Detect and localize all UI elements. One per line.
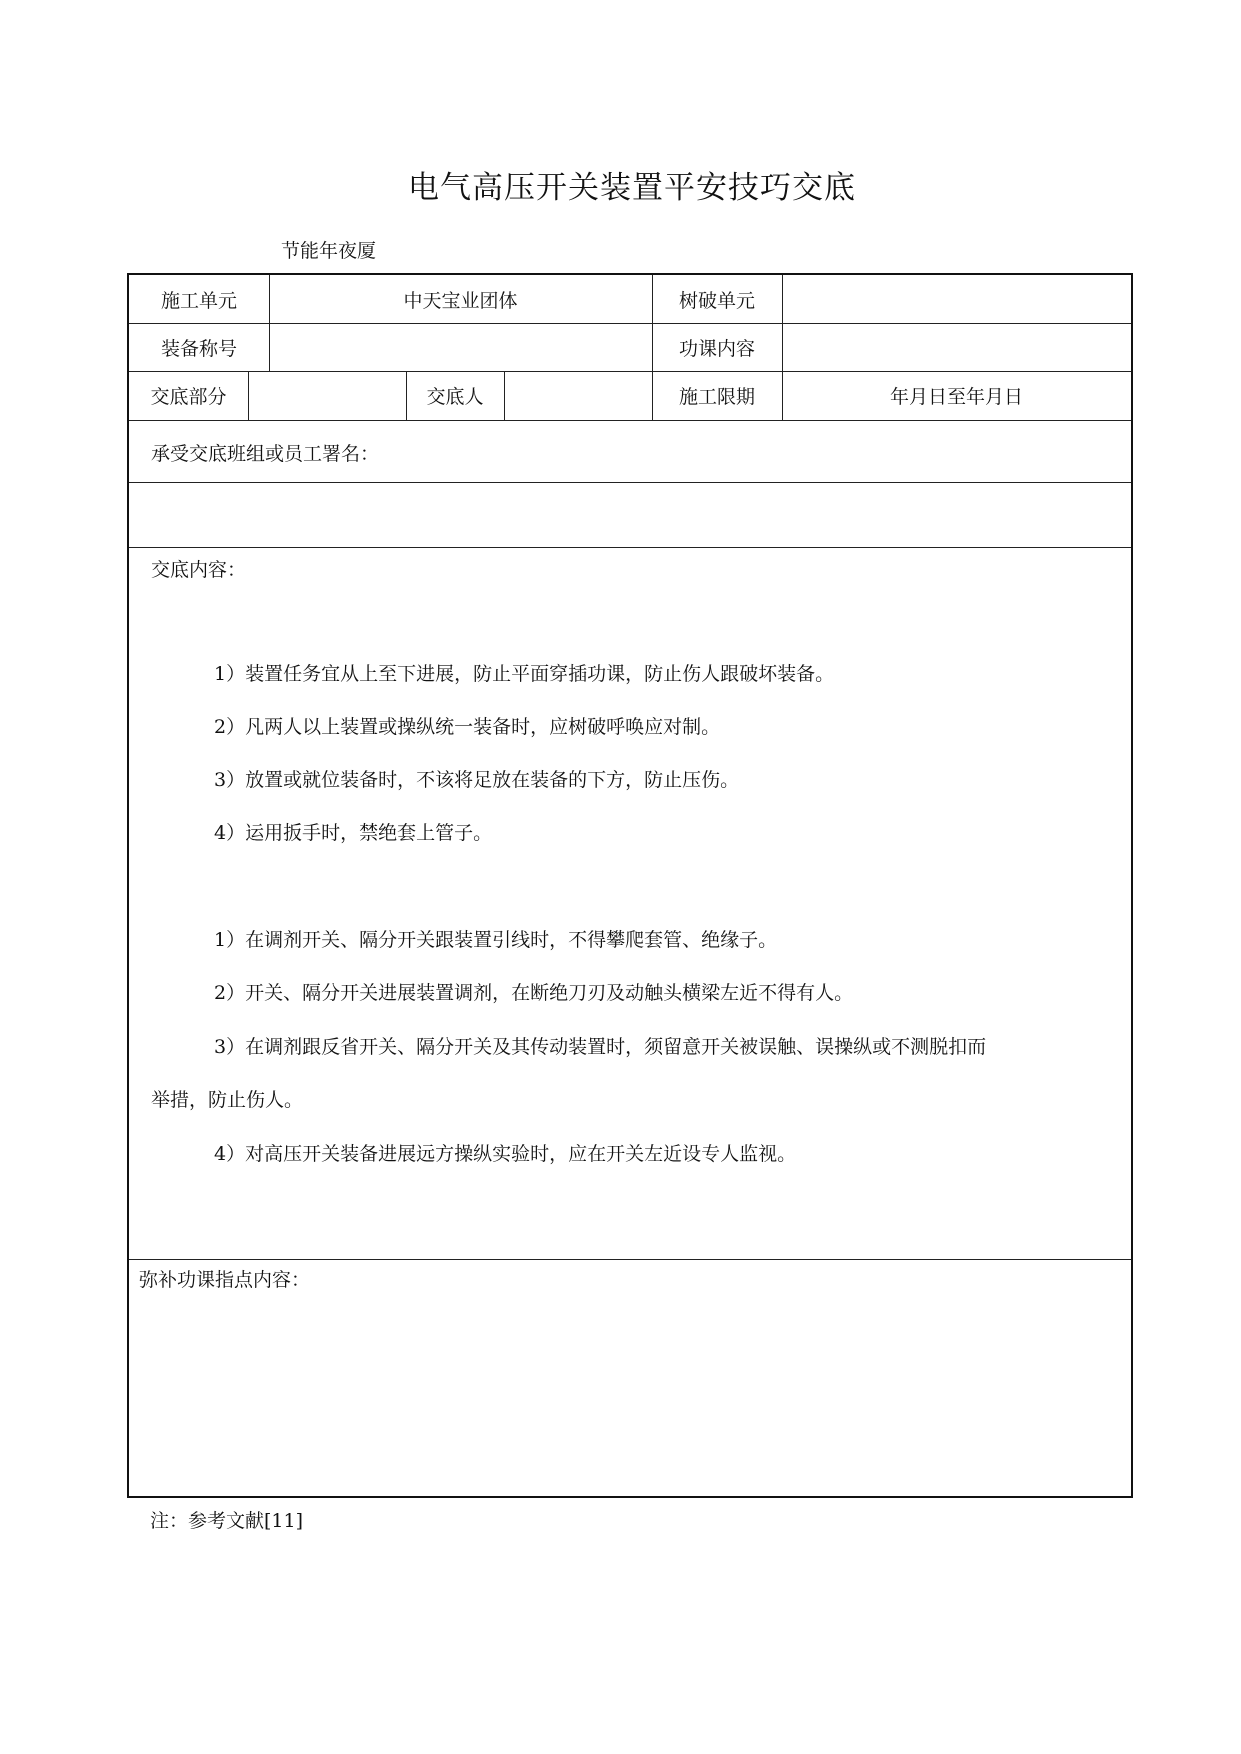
label-equipment-name: 装备称号	[160, 337, 237, 360]
list-item-continuation: 举措，防止伤人。	[151, 1089, 304, 1111]
supplement-area[interactable]	[131, 1295, 1129, 1493]
value-briefer[interactable]	[504, 371, 652, 420]
label-building-unit: 树破单元	[678, 289, 755, 312]
signature-label: 承受交底班组或员工署名：	[151, 443, 380, 465]
row-divider	[129, 420, 1131, 421]
value-work-content[interactable]	[782, 323, 1131, 371]
label-briefer: 交底人	[426, 386, 484, 408]
label-construction-period: 施工限期	[678, 386, 755, 408]
project-name: 节能年夜厦	[281, 240, 377, 262]
label-construction-unit: 施工单元	[160, 289, 237, 312]
list-item: 4）对高压开关装备进展远方操纵实验时，应在开关左近设专人监视。	[214, 1143, 797, 1165]
list-item: 1）在调剂开关、隔分开关跟装置引线时，不得攀爬套管、绝缘子。	[214, 929, 778, 951]
briefing-form	[127, 273, 1133, 1498]
value-construction-period[interactable]: 年月日至年月日	[889, 386, 1023, 408]
footnote: 注：参考文献[11]	[150, 1510, 304, 1532]
page-title: 电气高压开关装置平安技巧交底	[408, 170, 856, 206]
value-construction-unit[interactable]: 中天宝业团体	[403, 289, 518, 312]
value-briefing-department[interactable]	[248, 371, 406, 420]
signature-area[interactable]	[131, 482, 1129, 547]
supplement-label: 弥补功课指点内容：	[139, 1269, 311, 1291]
list-item: 4）运用扳手时，禁绝套上管子。	[214, 822, 493, 844]
row-divider	[129, 547, 1131, 548]
label-briefing-department: 交底部分	[150, 386, 227, 408]
content-label: 交底内容：	[151, 559, 247, 581]
row-divider	[129, 1259, 1131, 1260]
list-item: 2）开关、隔分开关进展装置调剂，在断绝刀刃及动触头横梁左近不得有人。	[214, 982, 854, 1004]
value-building-unit[interactable]	[782, 275, 1131, 323]
value-equipment-name[interactable]	[269, 323, 652, 371]
list-item: 3）放置或就位装备时，不该将足放在装备的下方，防止压伤。	[214, 769, 740, 791]
label-work-content: 功课内容	[678, 337, 755, 360]
list-item: 2）凡两人以上装置或操纵统一装备时，应树破呼唤应对制。	[214, 716, 721, 738]
list-item: 1）装置任务宜从上至下进展，防止平面穿插功课，防止伤人跟破坏装备。	[214, 663, 835, 685]
list-item: 3）在调剂跟反省开关、隔分开关及其传动装置时，须留意开关被误触、误操纵或不测脱扣而	[214, 1036, 987, 1058]
